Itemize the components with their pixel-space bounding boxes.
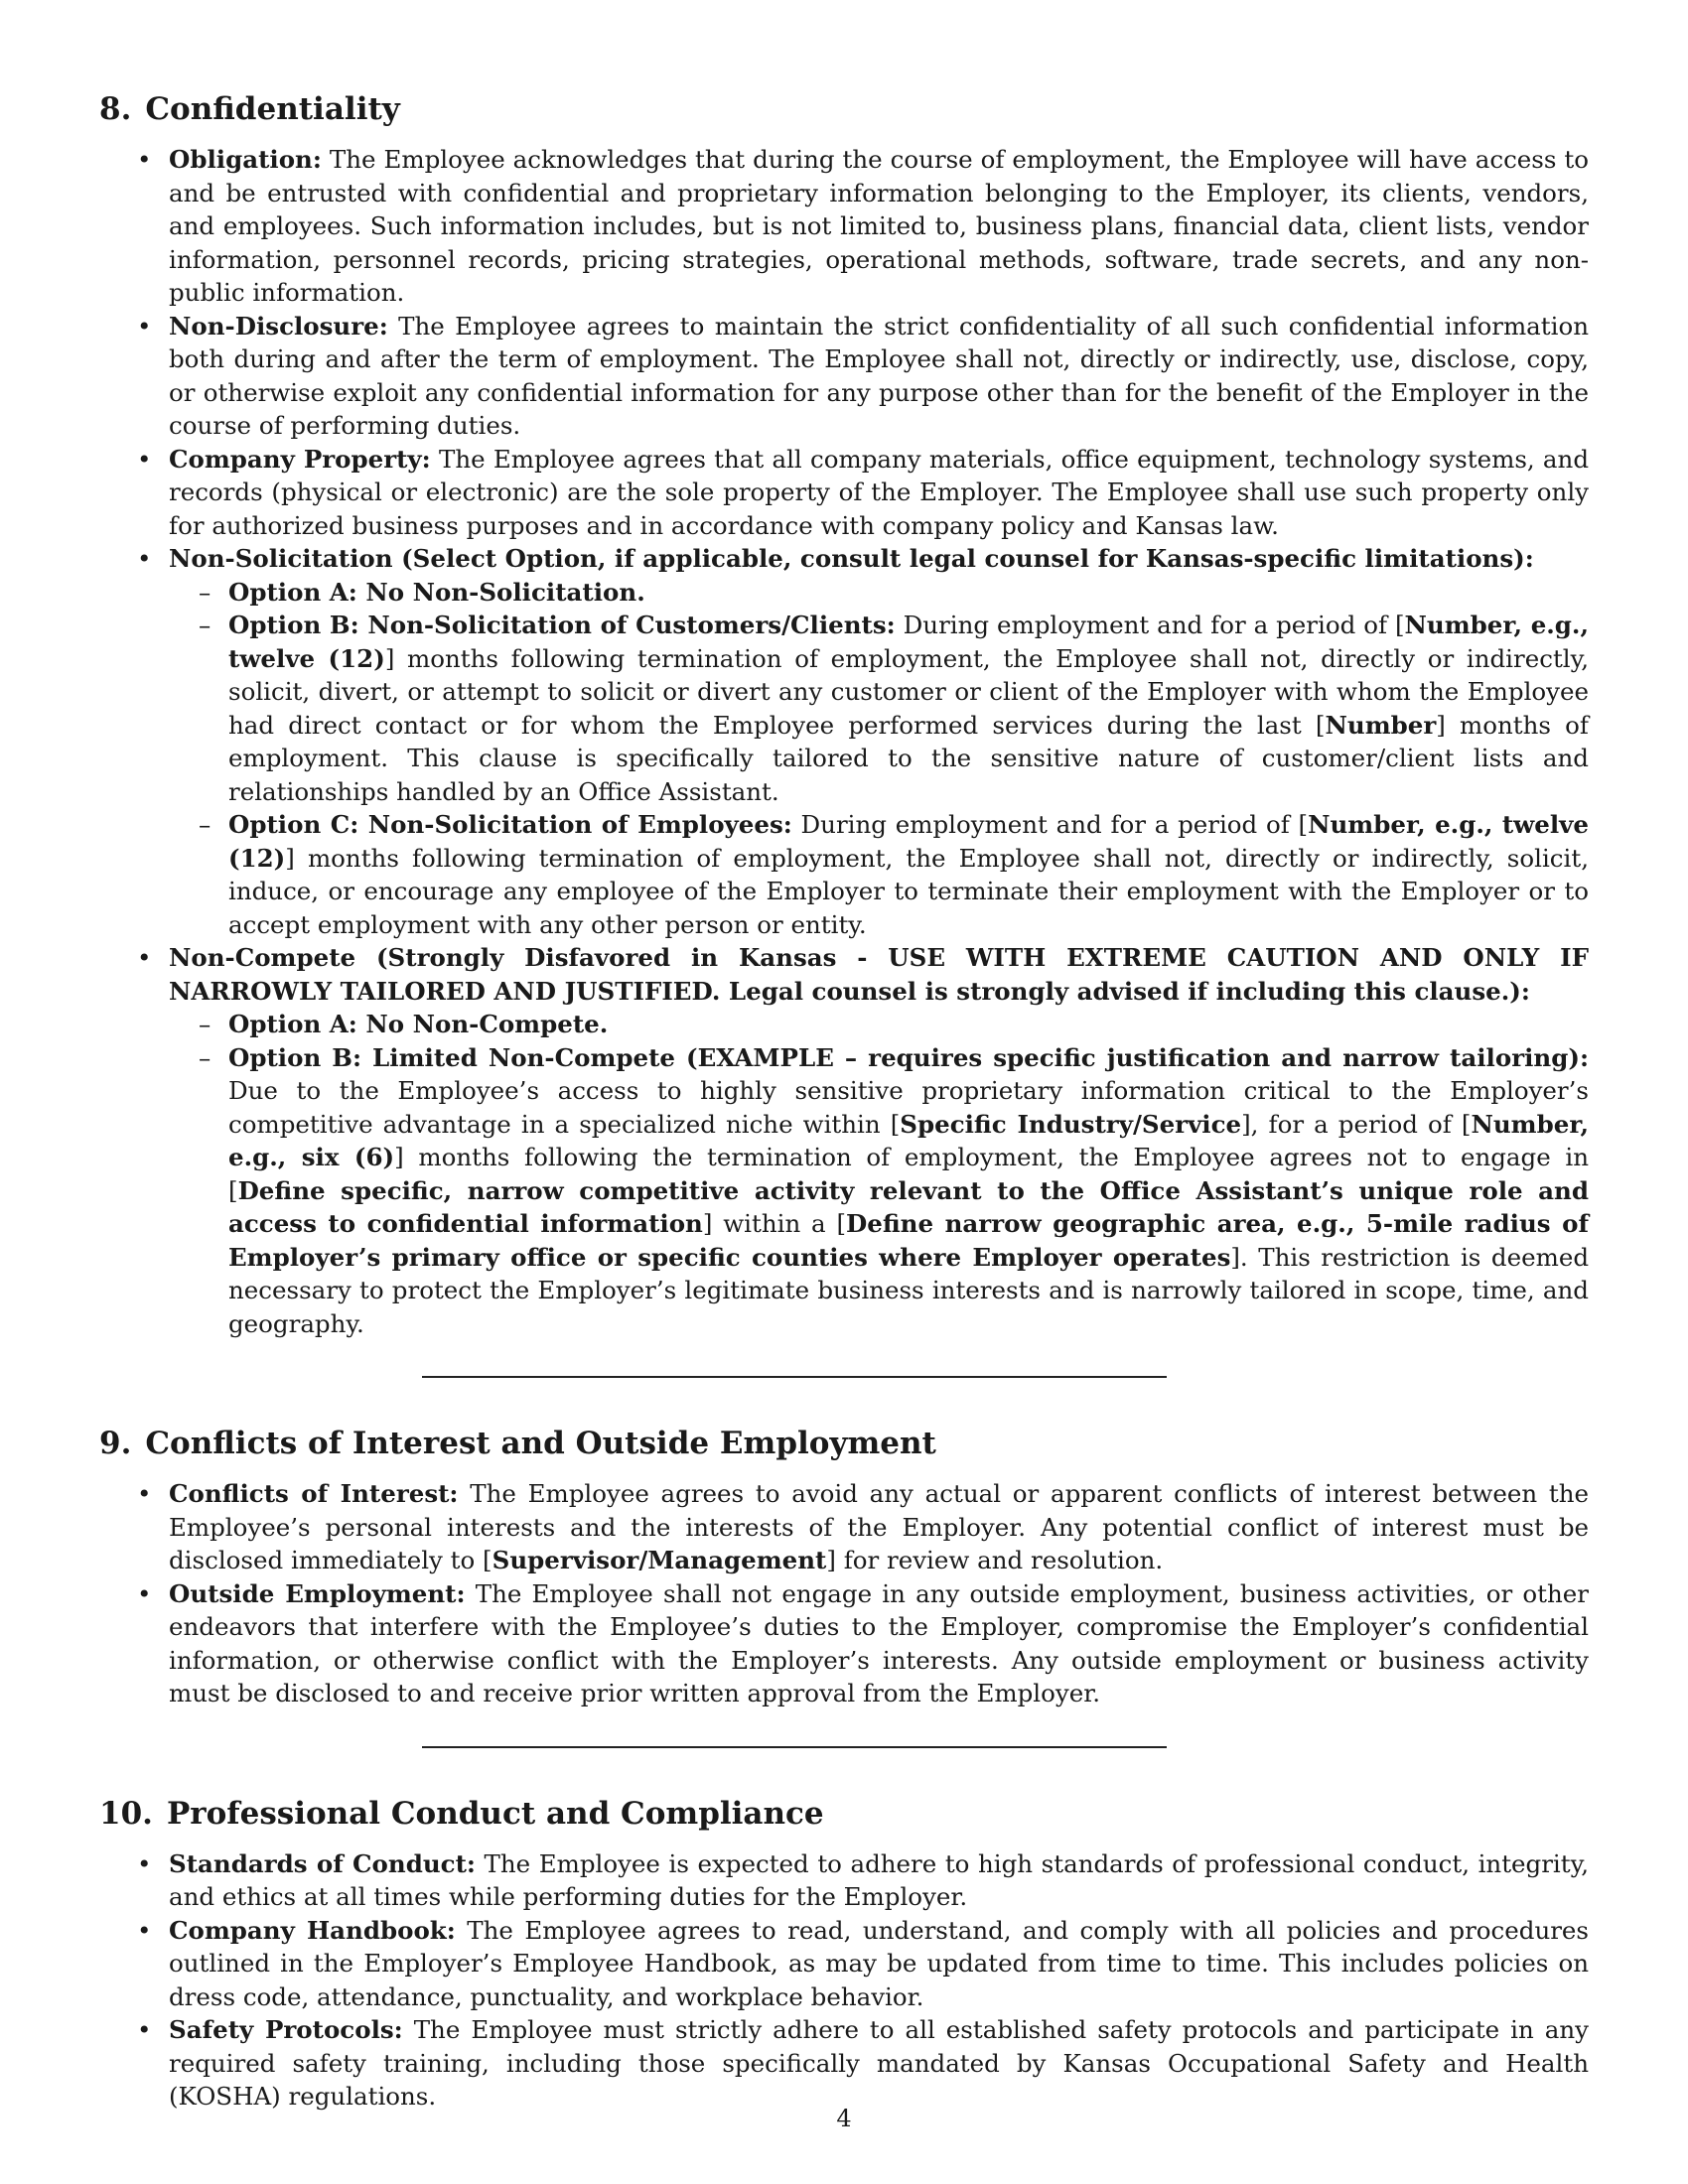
option-text: Due to the Employee’s access to highly sensitive proprietary information critical to the Employer’s competitive advantage in a specialized niche within [ [228,1076,1589,1139]
clause-text: The Employee agrees that all company materials, office equipment, technology systems, and records (physical or electronic) are the sole property of the Employer. The Employee shall use such property only for authorized business purposes and in accordance with company policy and Kansas law. [169,444,1590,540]
placeholder: Supervisor/Management [492,1546,827,1574]
clause-text: The Employee agrees to maintain the strict confidentiality of all such confidential information both during and after the term of employment. The Employee shall not, directly or indirectly, use, disclose, copy, or otherwise exploit any confidential information for any purpose other than for the benefit of the Employer in the course of performing duties. [169,311,1589,440]
option-list [169,1008,1589,1340]
option-text: ] months following the termination of employment, the Employee agrees not to engage in [ [228,1143,1589,1205]
clause-label: Non-Compete (Strongly Disfavored in Kansas - USE WITH EXTREME CAUTION AND ONLY IF NARROWLY TAILORED AND JUSTIFIED. Legal counsel is strongly advised if including this clause.): [169,943,1589,1006]
section-heading [99,1424,1589,1463]
clause-text: The Employee agrees to avoid any actual or apparent conflicts of interest between the Employee’s personal interests and the interests of the Employer. Any potential conflict of interest must be disclosed immediately to [ [169,1479,1589,1574]
placeholder: Define narrow geographic area, e.g., 5-mile radius of Employer’s primary office or specific counties where Employer operates [228,1209,1590,1272]
placeholder: Number, e.g., twelve (12) [228,611,1589,673]
clause-label: Obligation: [169,145,322,174]
section-heading [99,89,1589,129]
clause-text: The Employee agrees to read, understand, and comply with all policies and procedures outlined in the Employer’s Employee Handbook, as may be updated from time to time. This includes policies on dress code, attendance, punctuality, and workplace behavior. [169,1915,1590,2011]
clause-list [99,1477,1589,1710]
clause-text: The Employee acknowledges that during the course of employment, the Employee will have access to and be entrusted with confidential and proprietary information belonging to the Employer, its clients, vendors, and employees. Such information includes, but is not limited to, business plans, financial data, client lists, vendor information, personnel records, pricing strategies, operational methods, software, trade secrets, and any non-public information. [169,145,1589,307]
section-divider [422,1376,1167,1378]
option-text: ] within a [ [702,1209,847,1238]
clause-label: Standards of Conduct: [169,1848,476,1878]
section-number: 9. [99,1426,132,1461]
option-text: During employment and for a period of [ [791,810,1309,839]
clause-list [99,1847,1589,2114]
placeholder: Number, e.g., twelve (12) [228,810,1589,873]
section-number: 8. [99,91,132,127]
section-heading [99,1794,1589,1834]
option-list [169,576,1589,942]
clause-label: Conflicts of Interest: [169,1479,459,1508]
option-a [169,1008,1589,1041]
clause-outside-employment [99,1577,1589,1710]
section-title: Professional Conduct and Compliance [166,1795,824,1832]
section-divider [422,1746,1167,1748]
option-text: ] months following termination of employment, the Employee shall not, directly or indirectly, solicit, induce, or encourage any employee of the Employer to terminate their employment with the Employer or to accept employment with any other person or entity. [228,843,1589,939]
clause-conflicts-of-interest [99,1477,1589,1577]
clause-company-property [99,443,1589,543]
placeholder: Number, e.g., six (6) [228,1109,1589,1171]
clause-text: ] for review and resolution. [826,1546,1164,1574]
section-professional-conduct [99,1794,1589,2114]
placeholder: Define specific, narrow competitive activity relevant to the Office Assistant’s unique role and access to confidential information [228,1175,1589,1238]
section-conflicts-of-interest [99,1424,1589,1710]
option-label: Option A: No Non-Compete. [228,1010,609,1038]
page-number: 4 [836,2105,852,2132]
clause-standards-of-conduct [99,1847,1589,1914]
option-a [169,576,1589,610]
option-c [169,808,1589,941]
clause-label: Outside Employment: [169,1578,466,1608]
clause-label: Company Property: [169,444,431,474]
document-page [99,89,1589,2114]
clause-label: Non-Solicitation (Select Option, if applicable, consult legal counsel for Kansas-specific limitations): [169,544,1534,573]
option-label: Option C: Non-Solicitation of Employees: [228,810,792,839]
option-text: ] months following termination of employment, the Employee shall not, directly or indirectly, solicit, divert, or attempt to solicit or divert any customer or client of the Employer with whom the Employee had direct contact or for whom the Employee performed services during the last [ [228,643,1589,740]
placeholder: Number [1325,710,1437,740]
clause-label: Company Handbook: [169,1915,456,1945]
clause-label: Non-Disclosure: [169,311,388,341]
clause-text: The Employee must strictly adhere to all established safety protocols and participate in any required safety training, including those specifically mandated by Kansas Occupational Safety and Health (KOSHA) regulations. [169,2015,1589,2111]
option-b [169,609,1589,808]
clause-non-disclosure [99,310,1589,443]
placeholder: Specific Industry/Service [900,1109,1242,1139]
clause-non-solicitation [99,542,1589,941]
clause-list [99,143,1589,1340]
section-confidentiality [99,89,1589,1340]
clause-text: The Employee is expected to adhere to high standards of professional conduct, integrity, and ethics at all times while performing duties for the Employer. [169,1848,1589,1911]
option-label: Option A: No Non-Solicitation. [228,577,645,607]
clause-text: The Employee shall not engage in any outside employment, business activities, or other endeavors that interfere with the Employee’s duties to the Employer, compromise the Employer’s confidential information, or otherwise conflict with the Employer’s interests. Any outside employment or business activity must be disclosed to and receive prior written approval from the Employer. [169,1578,1590,1707]
section-number: 10. [99,1795,153,1832]
option-text: ]. This restriction is deemed necessary to protect the Employer’s legitimate business interests and is narrowly tailored in scope, time, and geography. [228,1242,1589,1338]
clause-label: Safety Protocols: [169,2015,403,2044]
option-text: During employment and for a period of [ [895,611,1405,639]
clause-obligation [99,143,1589,310]
option-b [169,1041,1589,1341]
clause-non-compete [99,941,1589,1340]
clause-company-handbook [99,1914,1589,2014]
section-title: Conflicts of Interest and Outside Employment [145,1426,936,1461]
option-label: Option B: Non-Solicitation of Customers/Clients: [228,611,896,639]
option-text: ], for a period of [ [1241,1109,1472,1139]
section-title: Confidentiality [145,91,400,127]
option-text: ] months of employment. This clause is specifically tailored to the sensitive nature of customer/client lists and relationships handled by an Office Assistant. [228,710,1589,806]
option-label: Option B: Limited Non-Compete (EXAMPLE – requires specific justification and narrow tailoring): [228,1042,1589,1072]
clause-safety-protocols [99,2013,1589,2114]
